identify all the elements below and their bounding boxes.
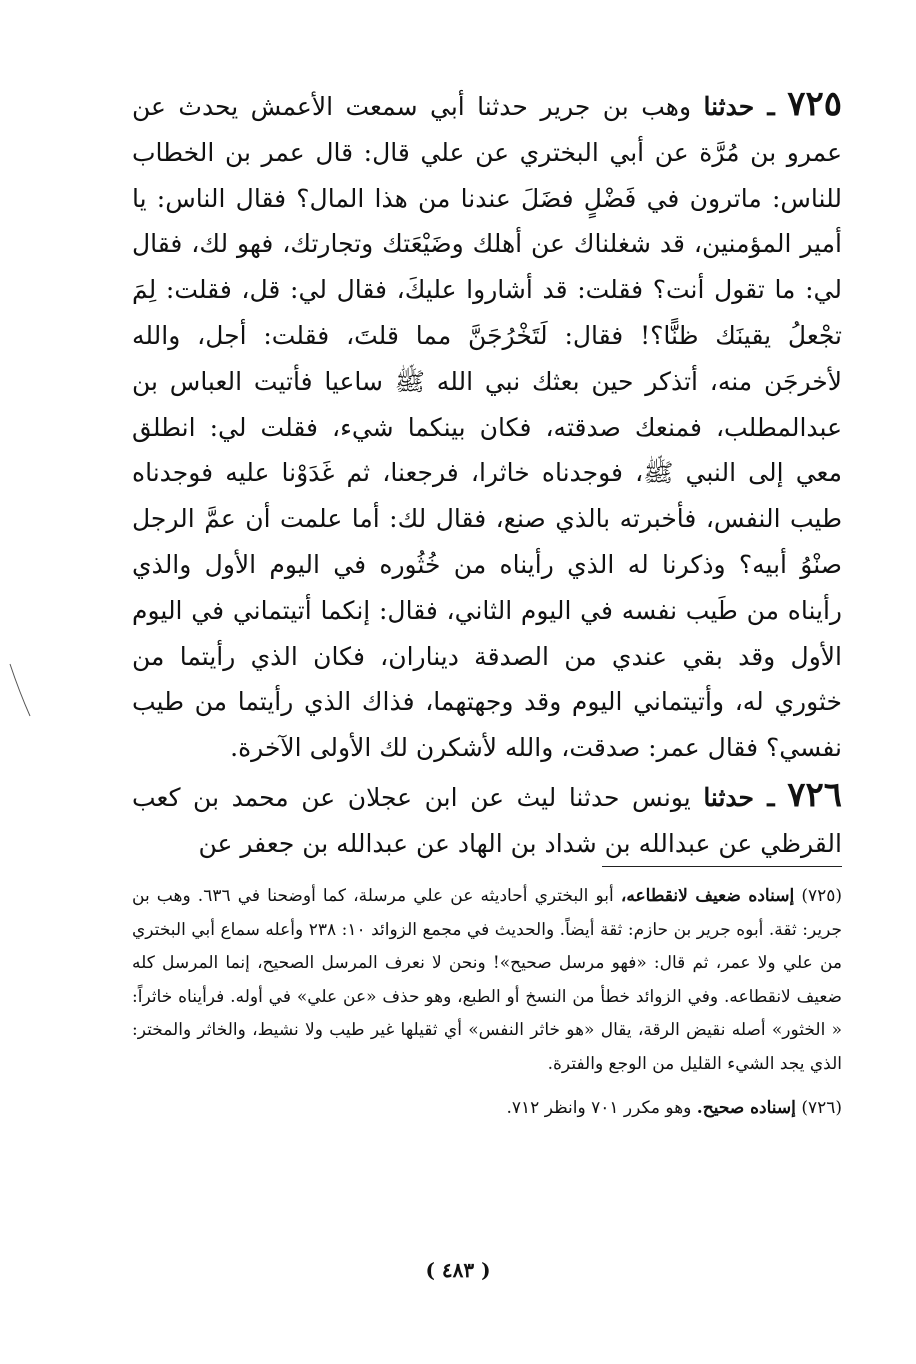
footnote-ref: (٧٢٦) xyxy=(801,1097,842,1118)
hadith-725 xyxy=(132,82,842,771)
footnote-grading: إسناده صحيح. xyxy=(696,1097,796,1118)
page-number: ( ٤٨٣ ) xyxy=(425,1258,491,1282)
footnote-grading: إسناده ضعيف لانقطاعه، xyxy=(620,886,795,906)
footnote-divider xyxy=(602,866,842,867)
footnote-726 xyxy=(132,1092,842,1126)
hadith-number: ٧٢٦ xyxy=(787,774,842,815)
hadith-726 xyxy=(132,773,842,867)
hadith-lead: ـ حدثنا xyxy=(703,782,775,812)
hadith-lead: ـ حدثنا xyxy=(703,92,775,121)
hadith-number: ٧٢٥ xyxy=(787,84,842,124)
footnote-725 xyxy=(132,880,842,1082)
footnote-ref: (٧٢٥) xyxy=(801,886,842,906)
hadith-body: يونس حدثنا ليث عن ابن عجلان عن محمد بن كعب القرظي عن عبدالله بن شداد بن الهاد عن عبدالله بن جعفر عن xyxy=(132,782,842,858)
scan-artifact-mark xyxy=(6,660,34,720)
footnote-body: وهو مكرر ٧٠١ وانظر ٧١٢. xyxy=(506,1097,692,1118)
footnote-body: أبو البختري أحاديثه عن علي مرسلة، كما أوضحنا في ٦٣٦. وهب بن جرير: ثقة. أبوه جرير بن حازم: ثقة أيضاً. والحديث في مجمع الزوائد ١٠: ٢٣٨ وأعله سماع أبي البختري من علي ولا عمر، ثم قال: «فهو مرسل صحيح»! ونحن لا نعرف المرسل الصحيح، إنما المرسل كله ضعيف لانقطاعه. وفي الزوائد خطأ من النسخ أو الطبع، وهو حذف «عن علي» في أوله. فرأيناه خاثراً: « الخثور» أصله نقيض الرقة، يقال «هو خاثر النفس» أي ثقيلها غير طيب ولا نشيط، والخاثر والمختر: الذي يجد الشيء القليل من الوجع والفترة. xyxy=(132,886,842,1074)
main-text xyxy=(132,82,842,867)
hadith-body: وهب بن جرير حدثنا أبي سمعت الأعمش يحدث عن عمرو بن مُرَّة عن أبي البختري عن علي قال: قال عمر بن الخطاب للناس: ماترون في فَضْلٍ فضَلَ عندنا من هذا المال؟ فقال الناس: يا أمير المؤمنين، قد شغلناك عن أهلك وضَيْعَتك وتجارتك، فهو لك، فقال لي: ما تقول أنت؟ فقلت: قد أشاروا عليكَ، فقال لي: قل، فقلت: لِمَ تجْعلُ يقينَك ظنًّا؟! فقال: لَتَخْرُجَنَّ مما قلتَ، فقلت: أجل، والله لأخرجَن منه، أتذكر حين بعثك نبي الله ﷺ ساعيا فأتيت العباس بن عبدالمطلب، فمنعك صدقته، فكان بينكما شيء، فقلت لي: انطلق معي إلى النبي ﷺ، فوجدناه خاثرا، فرجعنا، ثم غَدَوْنا عليه فوجدناه طيب النفس، فأخبرته بالذي صنع، فقال لك: أما علمت أن عمَّ الرجل صنْوُ أبيه؟ وذكرنا له الذي رأيناه من خُثُوره في اليوم الأول والذي رأيناه من طَيب نفسه في اليوم الثاني، فقال: إنكما أتيتماني في اليوم الأول وقد بقي عندي من الصدقة ديناران، فكان الذي رأيتما من خثوري له، وأتيتماني اليوم وقد وجهتهما، فذاك الذي رأيتما من طيب نفسي؟ فقال عمر: صدقت، والله لأشكرن لك الأولى الآخرة. xyxy=(132,92,842,763)
footnotes xyxy=(132,880,842,1125)
